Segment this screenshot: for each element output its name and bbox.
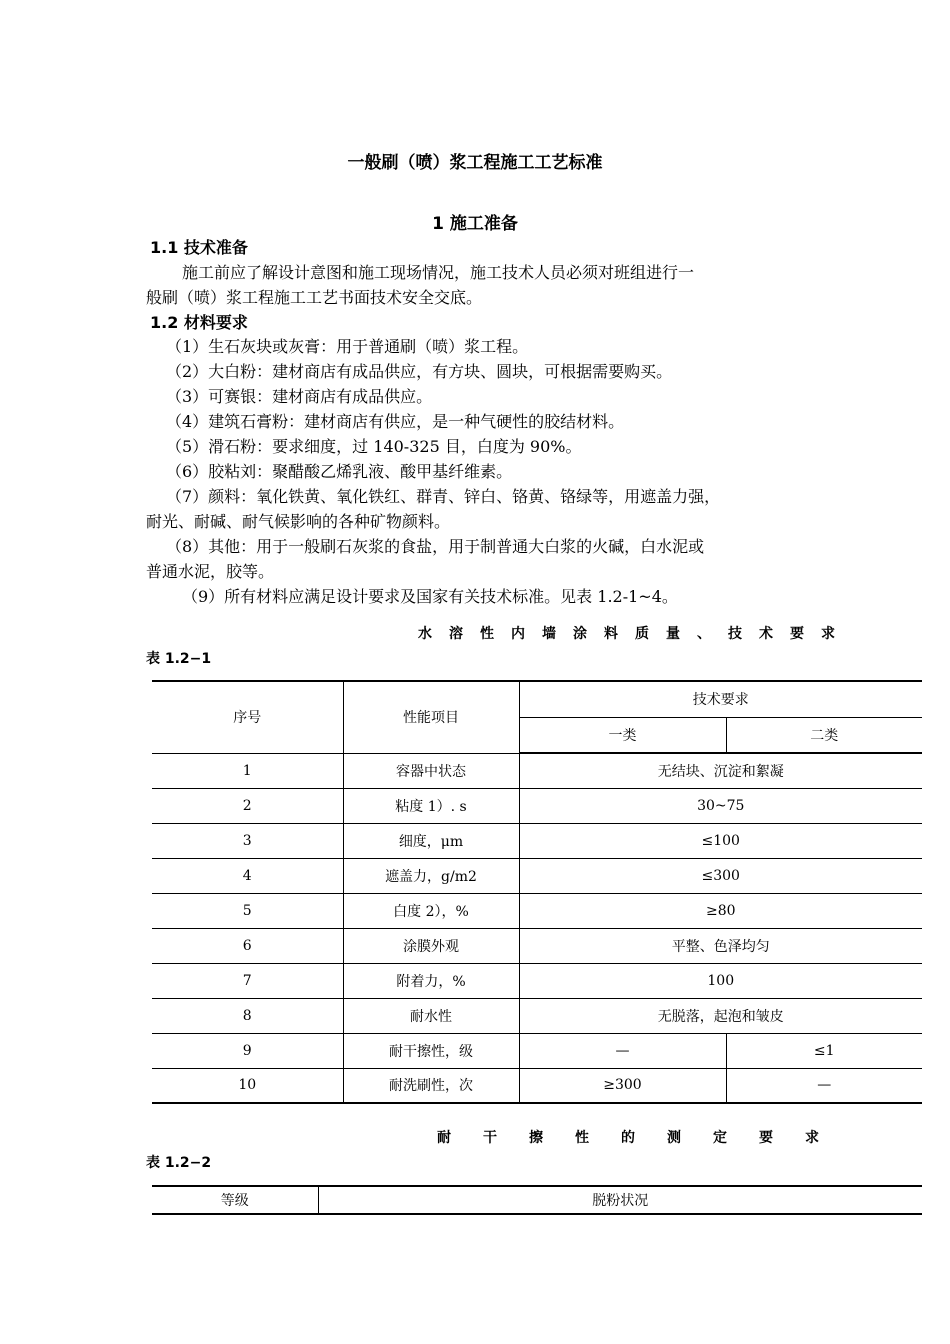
section-1-1-heading: 1.1 技术准备 — [150, 238, 248, 257]
table-row — [152, 928, 922, 963]
table-row — [152, 788, 922, 823]
cell-item: 涂膜外观 — [343, 928, 519, 963]
table-row — [152, 963, 922, 998]
section-1-1-text-line1: 施工前应了解设计意图和施工现场情况，施工技术人员必须对班组进行一 — [182, 263, 695, 282]
cell-no: 8 — [152, 998, 343, 1033]
material-item: （5）滑石粉：要求细度，过 140-325 目，白度为 90%。 — [166, 437, 582, 456]
material-item-continued: 普通水泥，胶等。 — [146, 562, 275, 581]
cell-no: 3 — [152, 823, 343, 858]
material-item: （2）大白粉：建材商店有成品供应，有方块、圆块，可根据需要购买。 — [166, 362, 673, 381]
header-status: 脱粉状况 — [318, 1186, 922, 1214]
table-row — [152, 823, 922, 858]
table2-number: 表 1.2−2 — [146, 1155, 212, 1171]
cell-requirement: ≤100 — [519, 823, 922, 858]
cell-requirement: 30~75 — [519, 788, 922, 823]
header-class-2: 二类 — [726, 717, 922, 753]
table-row — [152, 893, 922, 928]
cell-requirement: ≥80 — [519, 893, 922, 928]
cell-no: 5 — [152, 893, 343, 928]
cell-no: 1 — [152, 753, 343, 788]
material-item: （7）颜料：氧化铁黄、氧化铁红、群青、锌白、铬黄、铬绿等，用遮盖力强， — [166, 487, 721, 506]
cell-class-2: ≤1 — [726, 1033, 922, 1068]
table-row — [152, 1033, 922, 1068]
cell-no: 9 — [152, 1033, 343, 1068]
cell-item: 耐干擦性，级 — [343, 1033, 519, 1068]
quality-requirements-table — [152, 680, 922, 1104]
cell-no: 6 — [152, 928, 343, 963]
cell-requirement: 无结块、沉淀和絮凝 — [519, 753, 922, 788]
cell-item: 细度，μm — [343, 823, 519, 858]
material-item-continued: 耐光、耐碱、耐气候影响的各种矿物颜料。 — [146, 512, 451, 531]
document-title: 一般刷（喷）浆工程施工工艺标准 — [347, 153, 603, 173]
cell-item: 耐水性 — [343, 998, 519, 1033]
cell-class-1: — — [519, 1033, 726, 1068]
cell-requirement: 100 — [519, 963, 922, 998]
header-class-1: 一类 — [519, 717, 726, 753]
material-item: （9）所有材料应满足设计要求及国家有关技术标准。见表 1.2-1~4。 — [182, 587, 678, 606]
header-seq: 序号 — [152, 681, 343, 753]
cell-class-2: — — [726, 1068, 922, 1103]
cell-item: 容器中状态 — [343, 753, 519, 788]
chapter-heading: 1 施工准备 — [432, 214, 518, 234]
table-row — [152, 753, 922, 788]
cell-item: 耐洗刷性，次 — [343, 1068, 519, 1103]
dry-rub-resistance-table — [152, 1185, 922, 1215]
table-row — [152, 998, 922, 1033]
table1-caption: 水溶性内墙涂料质量、技术要求 — [418, 626, 852, 642]
material-item: （4）建筑石膏粉：建材商店有供应，是一种气硬性的胶结材料。 — [166, 412, 625, 431]
cell-requirement: ≤300 — [519, 858, 922, 893]
header-grade: 等级 — [152, 1186, 318, 1214]
table-row — [152, 858, 922, 893]
header-item: 性能项目 — [343, 681, 519, 753]
material-item: （8）其他：用于一般刷石灰浆的食盐，用于制普通大白浆的火碱，白水泥或 — [166, 537, 705, 556]
material-item: （6）胶粘刘：聚醋酸乙烯乳液、酸甲基纤维素。 — [166, 462, 513, 481]
section-1-1-text-line2: 般刷（喷）浆工程施工工艺书面技术安全交底。 — [146, 288, 483, 307]
section-1-2-heading: 1.2 材料要求 — [150, 313, 248, 332]
cell-no: 2 — [152, 788, 343, 823]
material-item: （3）可赛银：建材商店有成品供应。 — [166, 387, 433, 406]
cell-item: 遮盖力，g/m2 — [343, 858, 519, 893]
cell-item: 白度 2），% — [343, 893, 519, 928]
cell-no: 4 — [152, 858, 343, 893]
cell-requirement: 无脱落，起泡和皱皮 — [519, 998, 922, 1033]
cell-class-1: ≥300 — [519, 1068, 726, 1103]
cell-item: 附着力，% — [343, 963, 519, 998]
header-requirement: 技术要求 — [519, 681, 922, 717]
table-row — [152, 1068, 922, 1103]
cell-item: 粘度 1）. s — [343, 788, 519, 823]
table1-number: 表 1.2−1 — [146, 651, 212, 667]
cell-no: 7 — [152, 963, 343, 998]
table2-caption: 耐干擦性的测定要求 — [437, 1130, 851, 1146]
cell-requirement: 平整、色泽均匀 — [519, 928, 922, 963]
cell-no: 10 — [152, 1068, 343, 1103]
material-item: （1）生石灰块或灰膏：用于普通刷（喷）浆工程。 — [166, 337, 529, 356]
